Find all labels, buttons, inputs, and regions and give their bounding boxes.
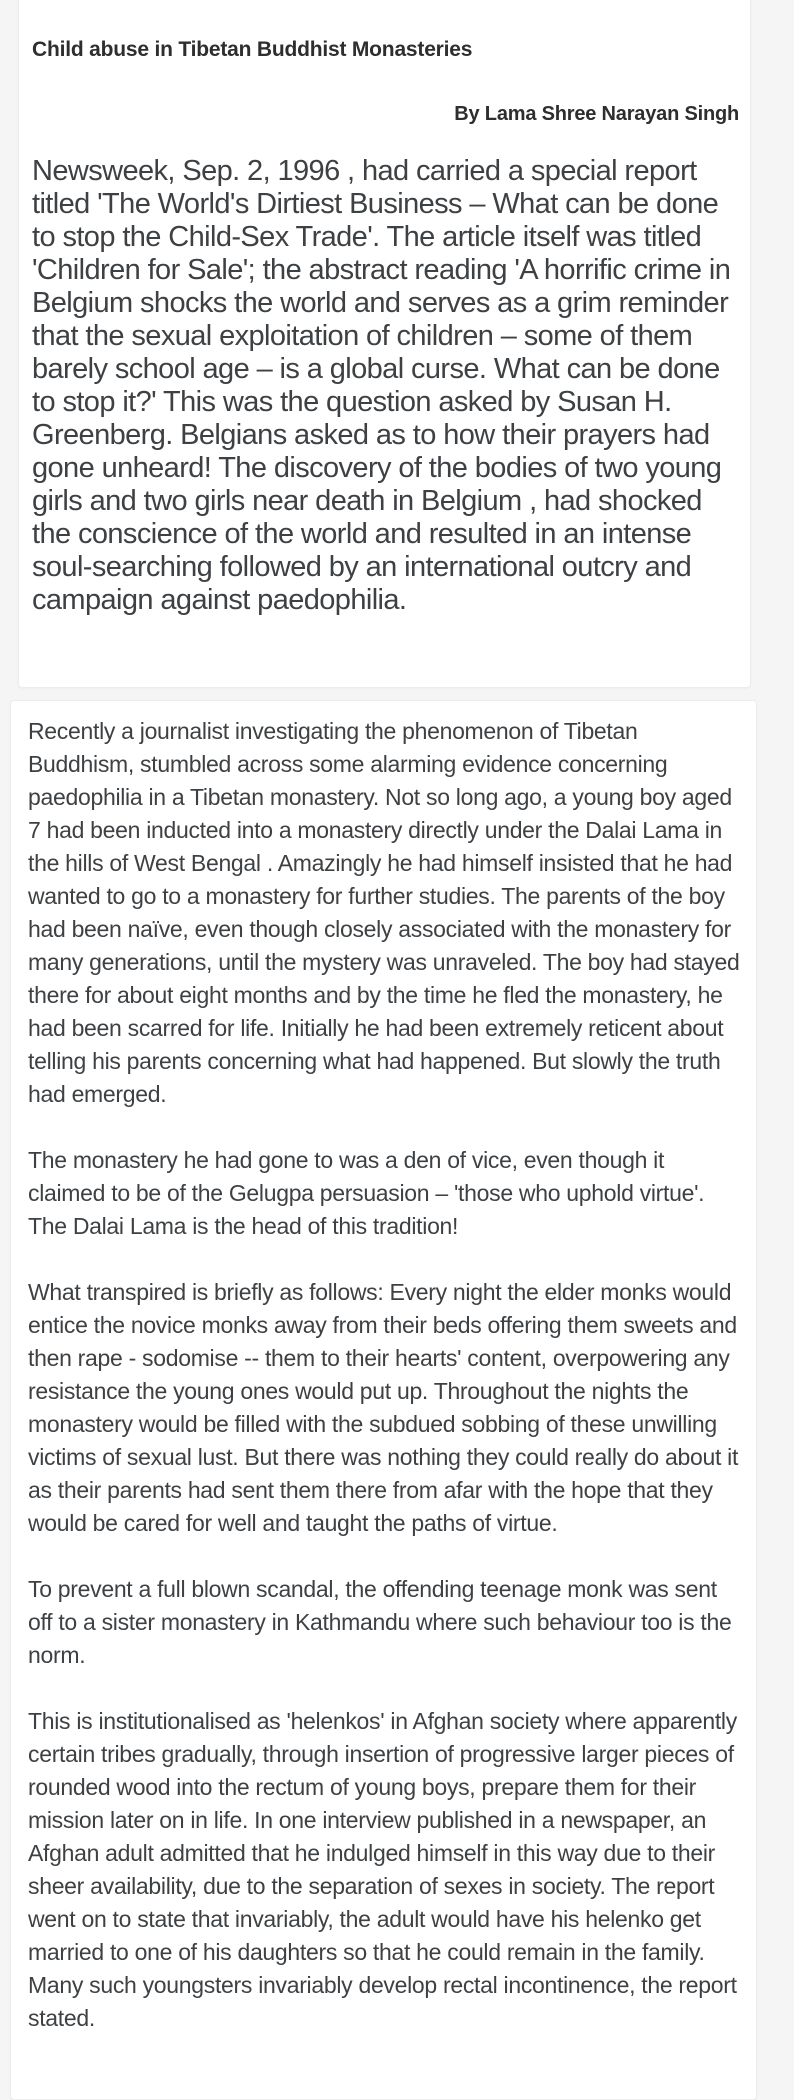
body-paragraph: To prevent a full blown scandal, the offending teenage monk was sent off to a sister monastery in Kathmandu where such behaviour too is the norm.	[28, 1576, 732, 1668]
lead-paragraph: Newsweek, Sep. 2, 1996 , had carried a special report titled 'The World's Dirtiest Business – What can be done to stop the Child-Sex Trade'. The article itself was titled 'Children for Sale'; the abstract reading 'A horrific crime in Belgium shocks the world and serves as a grim reminder that the sexual exploitation of children – some of them barely school age – is a global curse. What can be done to stop it?' This was the question asked by Susan H. Greenberg. Belgians asked as to how their prayers had gone unheard! The discovery of the bodies of two young girls and two girls near death in Belgium , had shocked the conscience of the world and resulted in an intense soul-searching followed by an international outcry and campaign against paedophilia.	[32, 155, 731, 616]
body-paragraph: The monastery he had gone to was a den of vice, even though it claimed to be of the Gelugpa persuasion – 'those who uphold virtue'. The Dalai Lama is the head of this tradition!	[28, 1147, 705, 1239]
page-title: Child abuse in Tibetan Buddhist Monasteries	[32, 38, 473, 61]
article-byline: By Lama Shree Narayan Singh	[454, 103, 739, 125]
body-paragraph: This is institutionalised as 'helenkos' in Afghan society where apparently certain tribes gradually, through insertion of progressive larger pieces of rounded wood into the rectum of young boys, prepare them for their mission later on in life. In one interview published in a newspaper, an Afghan adult admitted that he indulged himself in this way due to their sheer availability, due to the separation of sexes in society. The report went on to state that invariably, the adult would have his helenko get married to one of his daughters so that he could remain in the family. Many such youngsters invariably develop rectal incontinence, the report stated.	[28, 1708, 737, 2031]
body-paragraph: Recently a journalist investigating the phenomenon of Tibetan Buddhism, stumbled across some alarming evidence concerning paedophilia in a Tibetan monastery. Not so long ago, a young boy aged 7 had been inducted into a monastery directly under the Dalai Lama in the hills of West Bengal . Amazingly he had himself insisted that he had wanted to go to a monastery for further studies. The parents of the boy had been naïve, even though closely associated with the monastery for many generations, until the mystery was unraveled. The boy had stayed there for about eight months and by the time he fled the monastery, he had been scarred for life. Initially he had been extremely reticent about telling his parents concerning what had happened. But slowly the truth had emerged.	[28, 718, 740, 1107]
body-paragraph: What transpired is briefly as follows: Every night the elder monks would entice the novice monks away from their beds offering them sweets and then rape - sodomise -- them to their hearts' content, overpowering any resistance the young ones would put up. Throughout the nights the monastery would be filled with the subdued sobbing of these unwilling victims of sexual lust. But there was nothing they could really do about it as their parents had sent them there from afar with the hope that they would be cared for well and taught the paths of virtue.	[28, 1279, 739, 1536]
body-article-card	[10, 700, 757, 2100]
lead-article-card	[18, 0, 751, 688]
